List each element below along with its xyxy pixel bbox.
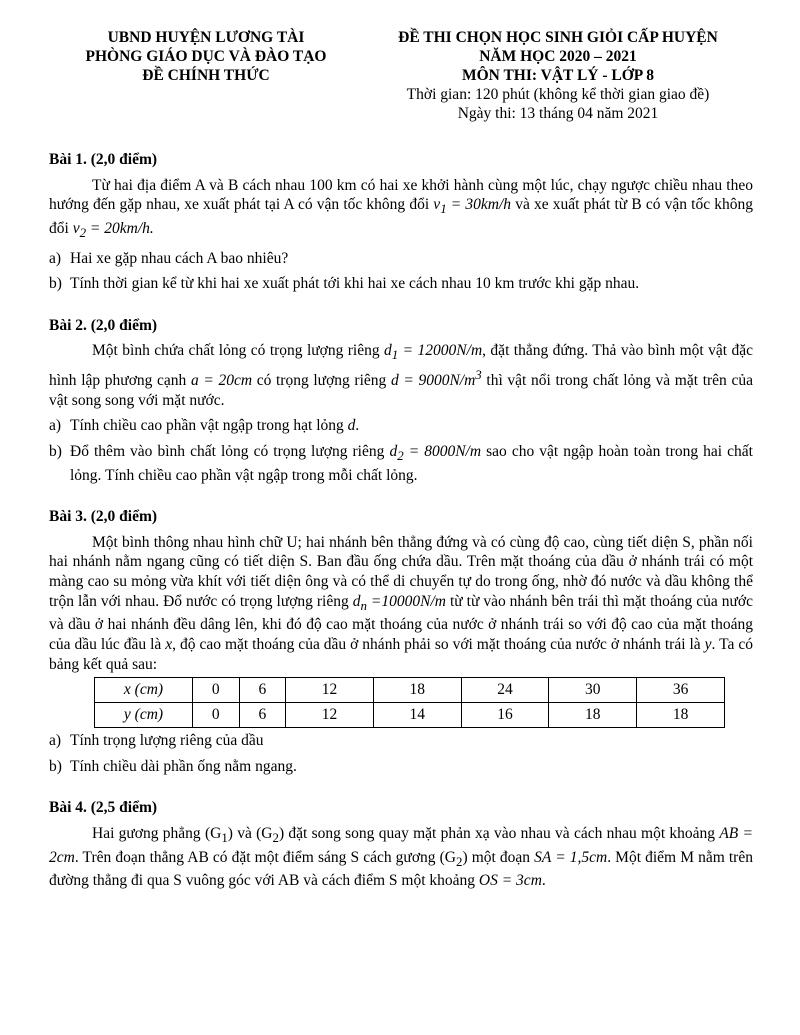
exam-date: Ngày thi: 13 tháng 04 năm 2021: [457, 105, 659, 122]
table-row-label: y (cm): [95, 703, 193, 728]
table-cell: 12: [286, 703, 374, 728]
exam-time: Thời gian: 120 phút (không kể thời gian giao đề): [406, 86, 710, 103]
table-cell: 18: [549, 703, 637, 728]
exam-title-block: [372, 28, 744, 123]
table-cell: 0: [193, 678, 240, 703]
exam-content: [49, 150, 753, 913]
table-cell: 36: [637, 678, 725, 703]
issuer-line: UBND HUYỆN LƯƠNG TÀI: [107, 29, 305, 46]
table-row-label: x (cm): [95, 678, 193, 703]
question-b: b) Đổ thêm vào bình chất lỏng có trọng lượng riêng $d_2 = 8000N/m$ sao cho vật ngập hoàn toàn trong hai chất lỏng. Tính chiều cao phần vật ngập trong mỗi chất lỏng.: [49, 442, 753, 484]
problem-text: Một bình thông nhau hình chữ U; hai nhánh bên thẳng đứng và có cùng độ cao, cùng tiết diện S, phần nối hai nhánh nằm ngang cũng có tiết diện S. Ban đầu ống chứa dầu. Trên mặt thoáng của dầu ở nhánh trái có một màng cao su mỏng vừa khít với tiết diện ông và có thể di chuyển tự do trong ống, nhờ đó nước và dầu không thể trộn lẫn với nhau. Đổ nước có trọng lượng riêng $d_n =10000N/m$ từ từ vào nhánh bên trái thì mặt thoáng của nước và dầu ở hai nhánh đều dâng lên, khi đó độ cao mặt thoáng của nước ở nhánh trái so với độ cao của mặt thoáng của dầu lúc đầu là x, độ cao mặt thoáng của dầu ở nhánh phải so với mặt thoáng của nước ở nhánh trái là y. Ta có bảng kết quả sau:: [49, 533, 753, 673]
problem-title: Bài 3. (2,0 điểm): [49, 508, 158, 526]
problem-4: [49, 798, 753, 891]
table-row: [95, 703, 725, 728]
table-cell: 16: [461, 703, 549, 728]
table-cell: 6: [239, 678, 286, 703]
table-cell: 18: [373, 678, 461, 703]
official-label: ĐỀ CHÍNH THỨC: [142, 67, 270, 84]
exam-title: ĐỀ THI CHỌN HỌC SINH GIỎI CẤP HUYỆN: [398, 29, 718, 46]
problem-1: [49, 150, 753, 294]
problem-text: Từ hai địa điểm A và B cách nhau 100 km có hai xe khởi hành cùng một lúc, chạy ngược chiều nhau theo hướng đến gặp nhau, xe xuất phát tại A có vận tốc không đổi $v_1 = 30km/h$ và xe xuất phát từ B có vận tốc không đổi $v_2 = 20km/h$.: [49, 176, 753, 240]
results-table: [94, 677, 725, 728]
question-b: b) Tính chiều dài phần ống nằm ngang.: [49, 757, 297, 775]
question-a: a) Hai xe gặp nhau cách A bao nhiêu?: [49, 249, 289, 267]
problem-2: [49, 316, 753, 486]
table-cell: 6: [239, 703, 286, 728]
issuer-block: [56, 28, 356, 85]
problem-title: Bài 1. (2,0 điểm): [49, 151, 158, 168]
table-cell: 24: [461, 678, 549, 703]
subject: MÔN THI: VẬT LÝ - LỚP 8: [461, 67, 655, 84]
issuer-line: PHÒNG GIÁO DỤC VÀ ĐÀO TẠO: [85, 48, 327, 65]
table-cell: 12: [286, 678, 374, 703]
problem-text: Hai gương phẳng $(G_1)$ và $(G_2)$ đặt song song quay mặt phản xạ vào nhau và cách nhau một khoảng AB = 2cm. Trên đoạn thẳng AB có đặt một điểm sáng S cách gương $(G_2)$ một đoạn SA = 1,5cm. Một điểm M nằm trên đường thẳng đi qua S vuông góc với AB và cách điểm S một khoảng OS = 3cm.: [49, 824, 754, 890]
table-cell: 30: [549, 678, 637, 703]
problem-title: Bài 2. (2,0 điểm): [49, 316, 158, 334]
table-cell: 18: [637, 703, 725, 728]
problem-3: [49, 507, 753, 776]
table-cell: 0: [193, 703, 240, 728]
school-year: NĂM HỌC 2020 – 2021: [479, 48, 637, 65]
problem-text: Một bình chứa chất lỏng có trọng lượng riêng $d_1 = 12000N/m$, đặt thẳng đứng. Thả vào bình một vật đặc hình lập phương cạnh a = 20cm có trọng lượng riêng $d = 9000N/m^3$ thì vật nổi trong chất lỏng và mặt trên của vật song song với mặt nước.: [49, 342, 753, 409]
question-b: b) Tính thời gian kể từ khi hai xe xuất phát tới khi hai xe cách nhau 10 km trước khi gặp nhau.: [49, 275, 640, 293]
problem-title: Bài 4. (2,5 điểm): [49, 799, 158, 817]
table-row: [95, 678, 725, 703]
question-a: a) Tính chiều cao phần vật ngập trong hạt lỏng d.: [49, 417, 360, 435]
table-cell: 14: [373, 703, 461, 728]
question-a: a) Tính trọng lượng riêng của dầu: [49, 732, 264, 750]
